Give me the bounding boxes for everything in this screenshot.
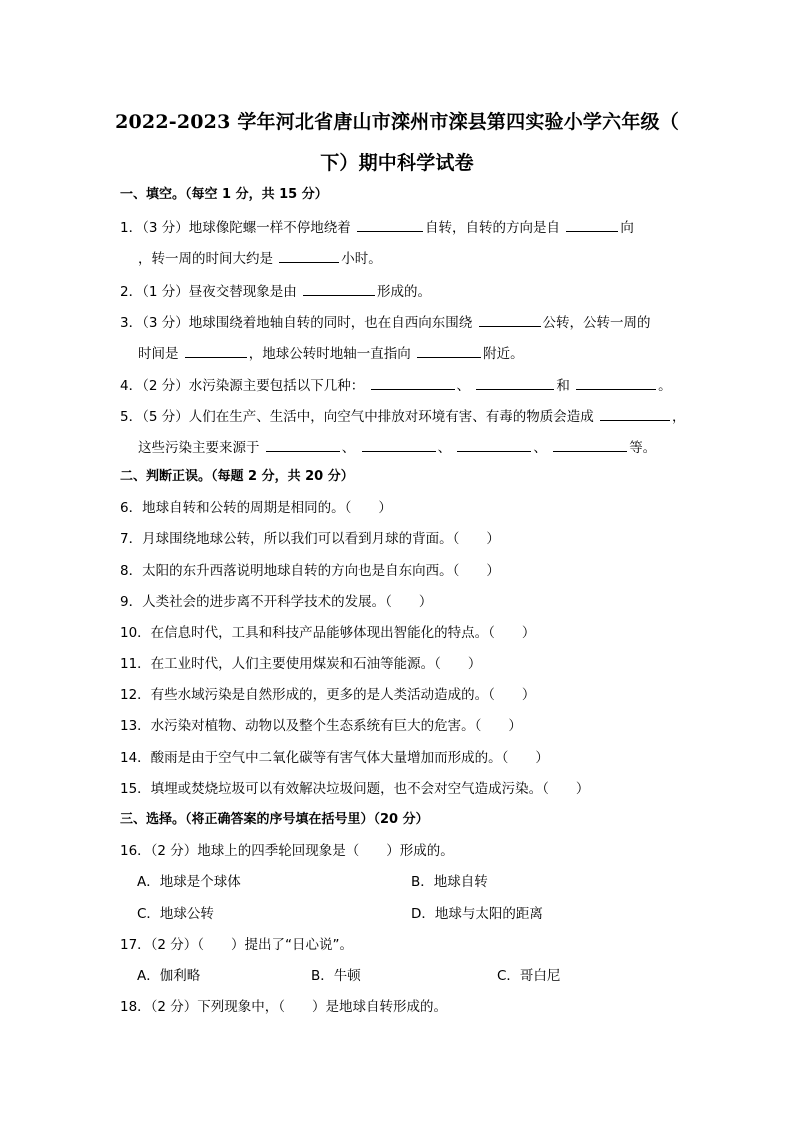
question-16-option-c[interactable]: C．地球公转: [137, 906, 214, 922]
section-heading-true-false: 二、判断正误。（每题 2 分，共 20 分）: [120, 469, 354, 484]
question-17-option-b[interactable]: B．牛顿: [311, 968, 361, 984]
question-17-option-c[interactable]: C．哥白尼: [497, 968, 561, 984]
question-3-line-1: 3．（3 分）地球围绕着地轴自转的同时，也在自西向东围绕 公转，公转一周的: [120, 312, 651, 332]
answer-blank[interactable]: [576, 375, 656, 390]
question-2: 2．（1 分）昼夜交替现象是由 形成的。: [120, 281, 431, 301]
answer-blank[interactable]: [417, 343, 481, 358]
question-6: 6．地球自转和公转的周期是相同的。（ ）: [120, 500, 392, 516]
answer-blank[interactable]: [566, 217, 618, 232]
question-5-line-2: 这些污染主要来源于 、 、 、 等。: [138, 437, 656, 457]
question-12: 12．有些水域污染是自然形成的，更多的是人类活动造成的。（ ）: [120, 687, 536, 703]
question-15: 15．填埋或焚烧垃圾可以有效解决垃圾问题，也不会对空气造成污染。（ ）: [120, 781, 590, 797]
question-1-line-2: ，转一周的时间大约是 小时。: [138, 248, 382, 268]
answer-blank[interactable]: [371, 375, 455, 390]
question-4: 4．（2 分）水污染源主要包括以下几种： 、 和 。: [120, 375, 672, 395]
section-heading-fill-in: 一、填空。（每空 1 分，共 15 分）: [120, 187, 328, 202]
answer-blank[interactable]: [185, 343, 247, 358]
answer-blank[interactable]: [362, 437, 436, 452]
answer-blank[interactable]: [476, 375, 554, 390]
question-14: 14．酸雨是由于空气中二氧化碳等有害气体大量增加而形成的。（ ）: [120, 750, 549, 766]
question-16-option-d[interactable]: D．地球与太阳的距离: [411, 906, 543, 922]
answer-blank[interactable]: [479, 312, 541, 327]
question-16-option-a[interactable]: A．地球是个球体: [137, 874, 241, 890]
answer-blank[interactable]: [553, 437, 627, 452]
answer-blank[interactable]: [266, 437, 340, 452]
page-title: 2022-2023 学年河北省唐山市滦州市滦县第四实验小学六年级（: [115, 111, 679, 133]
answer-blank[interactable]: [457, 437, 531, 452]
question-16-option-b[interactable]: B．地球自转: [411, 874, 488, 890]
question-5-line-1: 5．（5 分）人们在生产、生活中，向空气中排放对环境有害、有毒的物质会造成 ，: [120, 406, 686, 426]
question-1-line-1: 1．（3 分）地球像陀螺一样不停地绕着 自转，自转的方向是自 向: [120, 217, 634, 237]
section-heading-multiple-choice: 三、选择。（将正确答案的序号填在括号里）（20 分）: [120, 812, 429, 827]
question-13: 13．水污染对植物、动物以及整个生态系统有巨大的危害。（ ）: [120, 718, 522, 734]
answer-blank[interactable]: [303, 281, 375, 296]
question-8: 8．太阳的东升西落说明地球自转的方向也是自东向西。（ ）: [120, 563, 500, 579]
question-11: 11．在工业时代，人们主要使用煤炭和石油等能源。（ ）: [120, 656, 482, 672]
answer-blank[interactable]: [357, 217, 423, 232]
question-17-stem: 17．（2 分）（ ）提出了“日心说”。: [120, 937, 354, 953]
question-10: 10．在信息时代，工具和科技产品能够体现出智能化的特点。（ ）: [120, 625, 536, 641]
question-17-option-a[interactable]: A．伽利略: [137, 968, 201, 984]
answer-blank[interactable]: [600, 406, 670, 421]
answer-blank[interactable]: [279, 248, 339, 263]
question-7: 7．月球围绕地球公转，所以我们可以看到月球的背面。（ ）: [120, 531, 500, 547]
question-9: 9．人类社会的进步离不开科学技术的发展。（ ）: [120, 594, 433, 610]
question-18-stem: 18．（2 分）下列现象中，（ ）是地球自转形成的。: [120, 999, 448, 1015]
question-3-line-2: 时间是 ，地球公转时地轴一直指向 附近。: [138, 343, 524, 363]
page-title-continued: 下）期中科学试卷: [320, 152, 474, 174]
question-16-stem: 16．（2 分）地球上的四季轮回现象是（ ）形成的。: [120, 843, 454, 859]
